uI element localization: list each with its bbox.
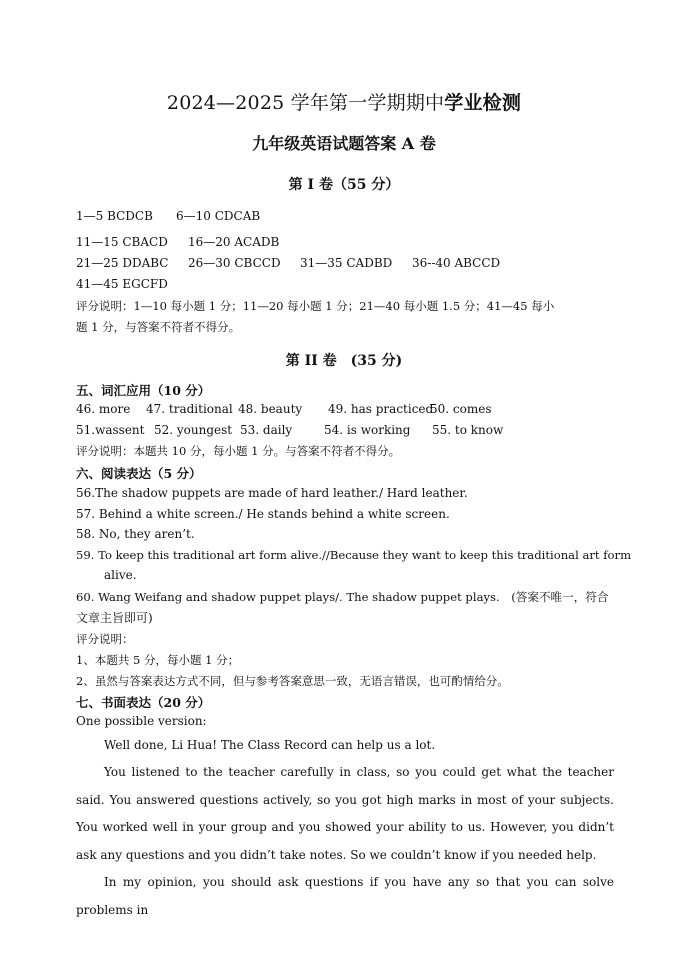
vocab-answer: 52. youngest — [154, 423, 233, 437]
vocab-answer: 48. beauty — [238, 402, 303, 416]
vocab-answer: 55. to know — [432, 423, 504, 437]
section6-scoring-item: 1、本题共 5 分，每小题 1 分； — [76, 653, 240, 667]
page-title — [0, 88, 688, 115]
reading-answer: 56.The shadow puppets are made of hard leather./ Hard leather. — [76, 486, 468, 500]
page-subtitle: 九年级英语试题答案 A 卷 — [252, 134, 436, 153]
reading-answer-continued: alive. — [104, 568, 137, 582]
section6-scoring-title: 评分说明： — [76, 632, 134, 646]
vocab-answer: 46. more — [76, 402, 131, 416]
vocab-row — [76, 422, 503, 438]
vocab-answer: 54. is working — [324, 423, 411, 437]
answer-group: 41—45 EGCFD — [76, 277, 168, 291]
essay-paragraph: In my opinion, you should ask questions if you have any so that you can solve problems in — [76, 875, 614, 917]
title-bold: 学业检测 — [444, 92, 522, 114]
section5-heading: 五、词汇应用（10 分） — [76, 383, 211, 398]
reading-answer: 60. Wang Weifang and shadow puppet plays/. The shadow puppet plays. (答案不唯一，符合 — [76, 590, 609, 604]
section6-scoring-item: 2、虽然与答案表达方式不同，但与参考答案意思一致，无语言错误，也可酌情给分。 — [76, 674, 509, 688]
section5-scoring: 评分说明：本题共 10 分，每小题 1 分。与答案不符者不得分。 — [76, 444, 401, 458]
title-normal: 2024—2025 学年第一学期期中 — [166, 92, 445, 114]
essay-paragraph: You listened to the teacher carefully in class, so you could get what the teacher said. You answered questions actively, so you got high marks in most of your subjects. You worked well in your group and you showed your ability to us. However, you didn’t ask any questions and you didn’t take notes. So we couldn’t know if you needed help. — [76, 765, 614, 862]
answer-group: 21—25 DDABC — [76, 256, 169, 270]
reading-answer: 58. No, they aren’t. — [76, 527, 195, 541]
answer-group: 36--40 ABCCD — [412, 256, 501, 270]
answer-row — [76, 276, 168, 292]
part1-heading: 第 I 卷（55 分） — [288, 177, 400, 193]
reading-answer-continued: 文章主旨即可) — [76, 611, 153, 625]
vocab-answer: 49. has practiced — [328, 402, 434, 416]
reading-answer: 59. To keep this traditional art form alive.//Because they want to keep this traditional art form — [76, 548, 632, 562]
part1-scoring-line1: 评分说明：1—10 每小题 1 分；11—20 每小题 1 分；21—40 每小题 1.5 分；41—45 每小 — [76, 299, 555, 313]
answer-row — [76, 255, 500, 271]
answer-row — [76, 208, 260, 224]
vocab-answer: 47. traditional — [146, 402, 233, 416]
answer-row — [76, 234, 279, 250]
part1-scoring-line2: 题 1 分，与答案不符者不得分。 — [76, 320, 241, 334]
answer-group: 6—10 CDCAB — [176, 209, 261, 223]
answer-group: 26—30 CBCCD — [188, 256, 281, 270]
answer-group: 16—20 ACADB — [188, 235, 280, 249]
reading-answer: 57. Behind a white screen./ He stands behind a white screen. — [76, 507, 450, 521]
section6-heading: 六、阅读表达（5 分） — [76, 466, 202, 481]
part2-heading: 第 II 卷 (35 分) — [285, 353, 403, 369]
vocab-row — [76, 401, 491, 417]
answer-group: 31—35 CADBD — [300, 256, 393, 270]
vocab-answer: 53. daily — [240, 423, 293, 437]
vocab-answer: 50. comes — [430, 402, 492, 416]
vocab-answer: 51.wassent — [76, 423, 145, 437]
answer-group: 1—5 BCDCB — [76, 209, 153, 223]
essay-intro: One possible version: — [76, 714, 207, 728]
essay-greeting: Well done, Li Hua! The Class Record can help us a lot. — [104, 738, 436, 752]
section7-heading: 七、书面表达（20 分） — [76, 695, 211, 710]
answer-group: 11—15 CBACD — [76, 235, 168, 249]
